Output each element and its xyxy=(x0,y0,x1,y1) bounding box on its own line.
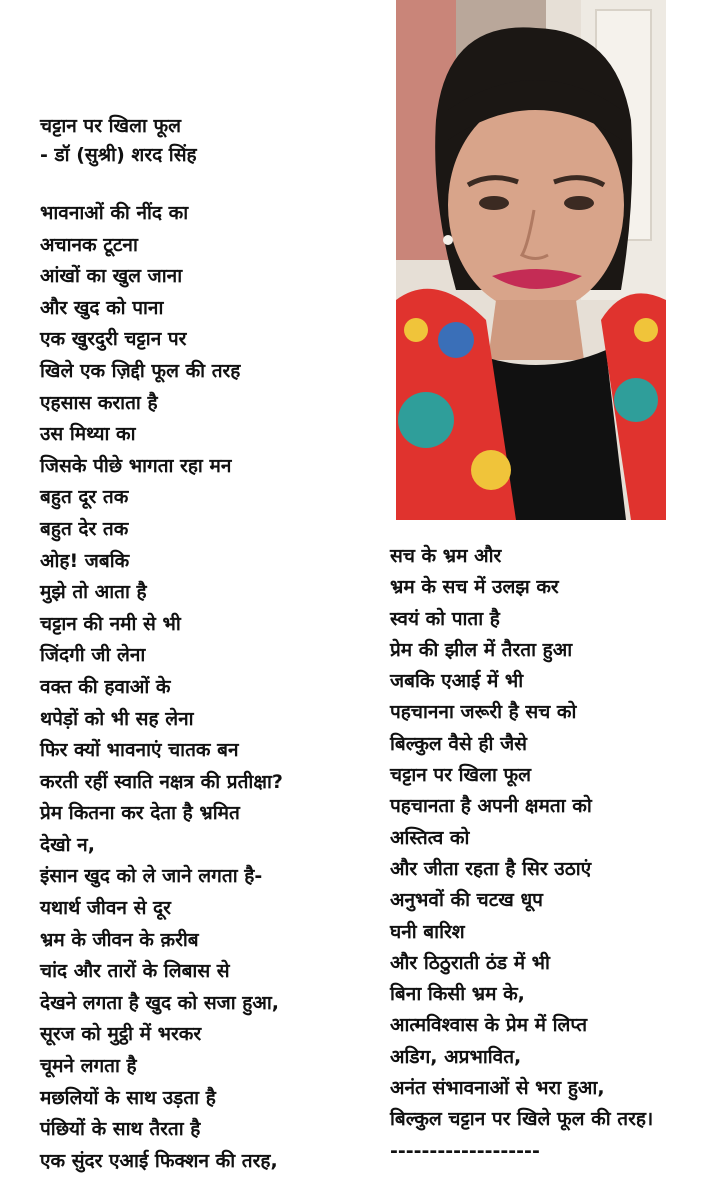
poem-left-column xyxy=(40,198,283,1177)
poem-left-line: अचानक टूटना xyxy=(40,233,138,256)
poem-right-line: भ्रम के सच में उलझ कर xyxy=(390,576,559,599)
poem-left-line: मछलियों के साथ उड़ता है xyxy=(40,1086,216,1109)
poem-right-line: बिल्कुल वैसे ही जैसे xyxy=(390,732,528,755)
poem-right-line: और ठिठुराती ठंड में भी xyxy=(390,951,550,974)
poem-left-line: एहसास कराता है xyxy=(40,391,158,414)
poem-left-line: करती रहीं स्वाति नक्षत्र की प्रतीक्षा? xyxy=(40,770,283,793)
poem-left-line: चट्टान की नमी से भी xyxy=(40,612,181,635)
poem-right-line: स्वयं को पाता है xyxy=(390,607,500,630)
poem-right-line: प्रेम की झील में तैरता हुआ xyxy=(390,638,573,661)
poem-title: चट्टान पर खिला फूल xyxy=(40,115,182,137)
poem-left-line: प्रेम कितना कर देता है भ्रमित xyxy=(40,802,240,825)
poem-right-line: अडिग, अप्रभावित, xyxy=(390,1045,522,1068)
poem-left-line: चूमने लगता है xyxy=(40,1055,137,1078)
poem-right-line: सच के भ्रम और xyxy=(390,545,502,567)
poem-left-line: इंसान खुद को ले जाने लगता है- xyxy=(40,865,263,888)
poem-left-line: थपेड़ों को भी सह लेना xyxy=(40,707,194,730)
poem-right-line: अनुभवों की चटख धूप xyxy=(390,889,543,912)
poem-right-line: बिल्कुल चट्टान पर खिले फूल की तरह। xyxy=(390,1108,654,1131)
poem-left-line: उस मिथ्या का xyxy=(40,423,136,446)
poem-left-line: फिर क्यों भावनाएं चातक बन xyxy=(40,739,239,762)
poem-right-line: घनी बारिश xyxy=(390,920,465,943)
poem-left-line: वक्त की हवाओं के xyxy=(40,675,171,698)
poem-right-line: चट्टान पर खिला फूल xyxy=(390,764,532,787)
poem-left-line: पंछियों के साथ तैरता है xyxy=(40,1118,201,1141)
poem-left-line: बहुत देर तक xyxy=(40,517,129,540)
poem-left-line: भ्रम के जीवन के क़रीब xyxy=(40,928,199,951)
poem-right-line: ------------------- xyxy=(390,1139,540,1162)
poem-left-line: सूरज को मुट्ठी में भरकर xyxy=(40,1023,202,1046)
poem-left-line: एक खुरदुरी चट्टान पर xyxy=(40,328,187,351)
author-photo xyxy=(396,0,666,520)
poem-left-line: और खुद को पाना xyxy=(40,296,164,319)
poem-right-line: अनंत संभावनाओं से भरा हुआ, xyxy=(390,1077,605,1100)
poem-right-column xyxy=(390,541,653,1167)
poem-left-line: मुझे तो आता है xyxy=(40,581,147,604)
poem-right-line: पहचानना जरूरी है सच को xyxy=(390,701,577,724)
poem-author: - डॉ (सुश्री) शरद सिंह xyxy=(40,144,197,166)
poem-left-line: आंखों का खुल जाना xyxy=(40,265,183,288)
poem-left-line: बहुत दूर तक xyxy=(40,486,129,509)
poem-left-line: यथार्थ जीवन से दूर xyxy=(40,897,171,920)
poem-right-line: पहचानता है अपनी क्षमता को xyxy=(390,795,592,818)
poem-left-line: जिसके पीछे भागता रहा मन xyxy=(40,454,232,477)
poem-left-line: देखने लगता है खुद को सजा हुआ, xyxy=(40,991,280,1014)
poem-left-line: एक सुंदर एआई फिक्शन की तरह, xyxy=(40,1149,278,1172)
poem-right-line: और जीता रहता है सिर उठाएं xyxy=(390,857,592,880)
poem-right-line: बिना किसी भ्रम के, xyxy=(390,983,525,1006)
poem-left-line: चांद और तारों के लिबास से xyxy=(40,960,230,983)
poem-right-line: जबकि एआई में भी xyxy=(390,670,524,693)
poem-heading xyxy=(40,112,197,170)
poem-left-line: भावनाओं की नींद का xyxy=(40,202,189,224)
poem-left-line: खिले एक ज़िद्दी फूल की तरह xyxy=(40,359,241,382)
poem-left-line: ओह! जबकि xyxy=(40,549,130,572)
poem-left-line: जिंदगी जी लेना xyxy=(40,644,146,667)
poem-right-line: अस्तित्व को xyxy=(390,826,470,849)
poem-right-line: आत्मविश्वास के प्रेम में लिप्त xyxy=(390,1014,588,1037)
poem-left-line: देखो न, xyxy=(40,833,95,856)
